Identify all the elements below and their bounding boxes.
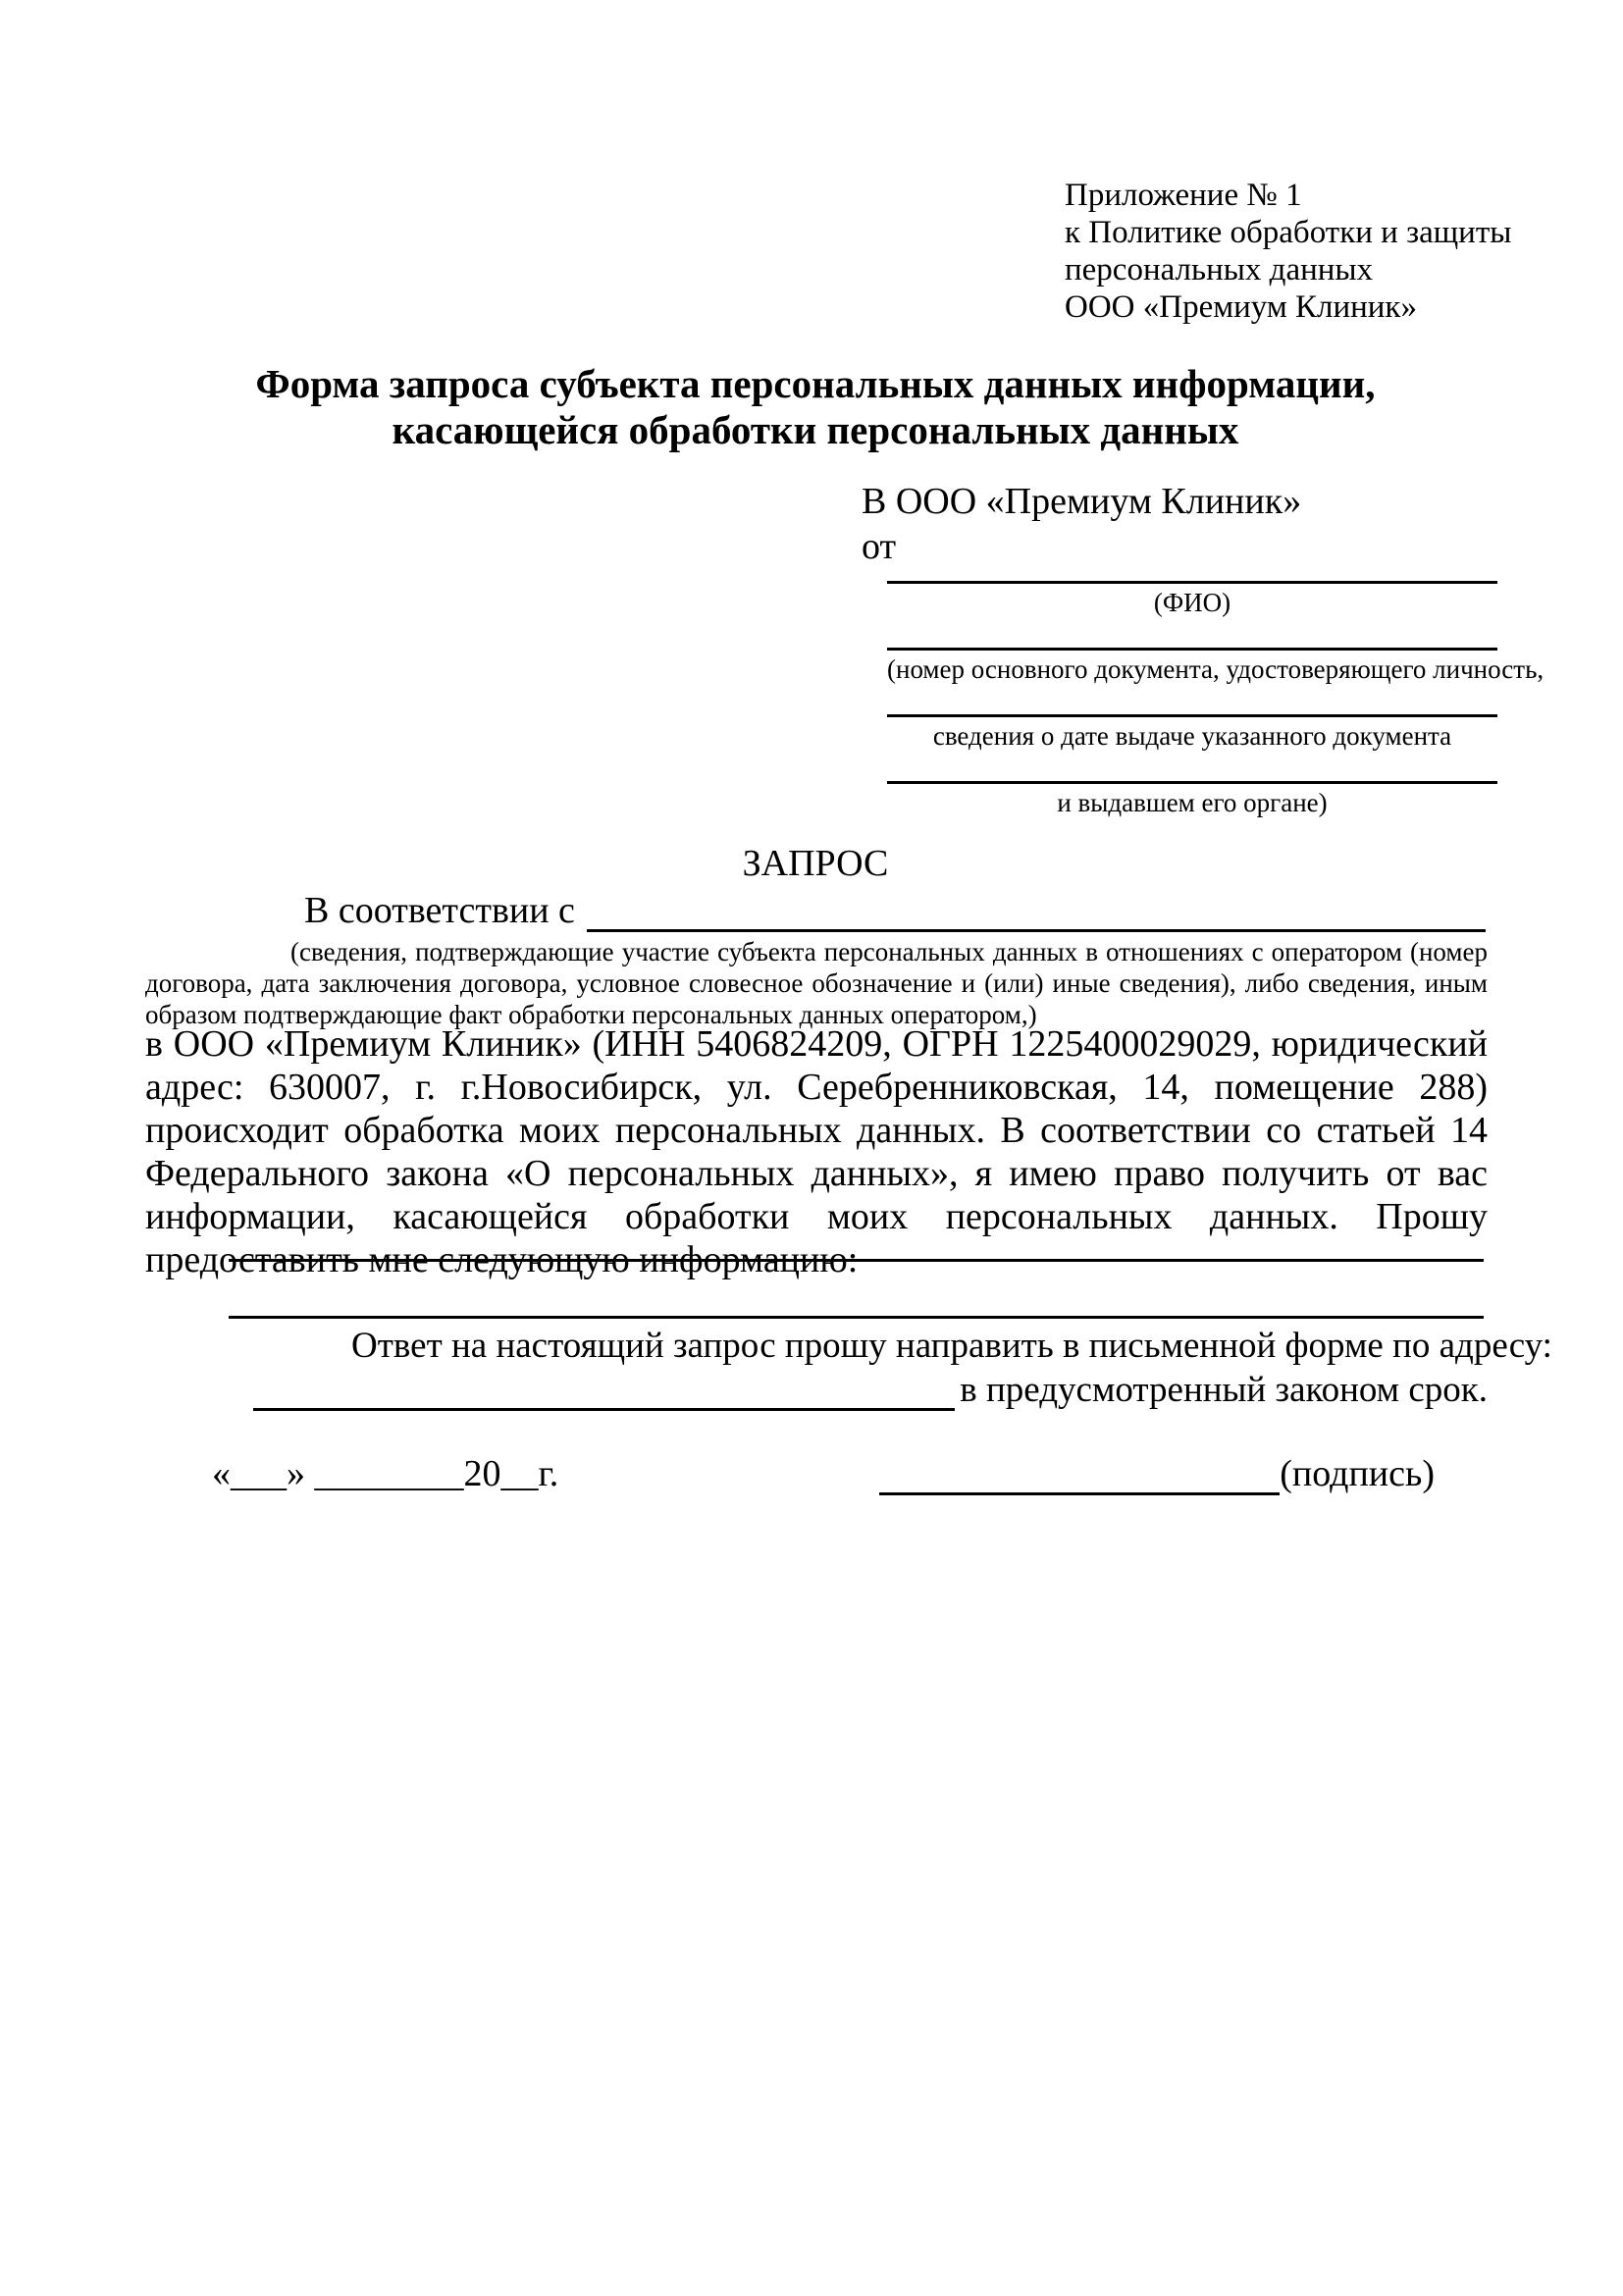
document-title-line2: касающейся обработки персональных данных: [392, 407, 1239, 452]
signature-group: [879, 1452, 1435, 1495]
request-heading: ЗАПРОС: [742, 843, 889, 884]
reply-tail-text: в предусмотренный законом срок.: [960, 1370, 1488, 1410]
date-signature-row: [145, 1452, 1488, 1495]
issue-date-field: [887, 714, 1497, 752]
appendix-note-line: персональных данных: [1065, 252, 1374, 287]
fio-field: [887, 581, 1497, 618]
intro-footnote: (сведения, подтверждающие участие субъекта персональных данных в отношениях с оператором (номер договора, дата заключения договора, условное словесное обозначение и (или) иные сведения), либо сведения, иным образом подтверждающие факт обработки персональных данных оператором,): [145, 937, 1488, 1029]
fio-caption: (ФИО): [1153, 588, 1231, 617]
appendix-note-line: Приложение № 1: [1065, 178, 1302, 213]
signature-fill-line: [879, 1461, 1280, 1495]
appendix-note-line: к Политике обработки и защиты: [1065, 215, 1512, 250]
issuing-authority-field: [887, 781, 1497, 818]
issue-date-caption: сведения о дате выдаче указанного документа: [932, 721, 1452, 751]
document-title: [145, 361, 1486, 453]
intro-fill-line: [587, 895, 1486, 932]
appendix-note-line: ООО «Премиум Клиник»: [1065, 289, 1417, 325]
addressee-from-label: от: [862, 526, 897, 567]
reply-address-row: [145, 1369, 1488, 1411]
appendix-note: [1065, 177, 1511, 326]
signature-caption: (подпись): [1280, 1453, 1435, 1494]
document-title-line1: Форма запроса субъекта персональных данных информации,: [255, 361, 1376, 406]
requested-info-fill-line-2: [229, 1316, 1484, 1319]
document-number-caption: (номер основного документа, удостоверяющего личность,: [887, 654, 1544, 684]
request-body-paragraph: в ООО «Премиум Клиник» (ИНН 5406824209, ОГРН 1225400029029, юридический адрес: 630007, г. г.Новосибирск, ул. Серебренниковская, 14, помещение 288) происходит обработка моих персональных данных. В соответствии со статьей 14 Федерального закона «О персональных данных», я имею право получить от вас информации, касающейся обработки моих персональных данных. Прошу предоставить мне следующую информацию:: [145, 1023, 1488, 1280]
date-blank: «___» ________20__г.: [212, 1453, 559, 1494]
addressee-block: [862, 481, 1544, 818]
addressee-to: В ООО «Премиум Клиник»: [862, 481, 1302, 522]
reply-sentence: Ответ на настоящий запрос прошу направить в письменной форме по адресу:: [351, 1326, 1552, 1366]
requested-info-fill-line-1: [229, 1259, 1484, 1262]
reply-block: [145, 1325, 1552, 1411]
intro-label: В соответствии с: [304, 890, 575, 931]
reply-address-fill-line: [253, 1377, 955, 1411]
document-number-field: [887, 648, 1544, 685]
request-intro-row: [145, 889, 1486, 932]
issuing-authority-caption: и выдавшем его органе): [1057, 788, 1328, 817]
